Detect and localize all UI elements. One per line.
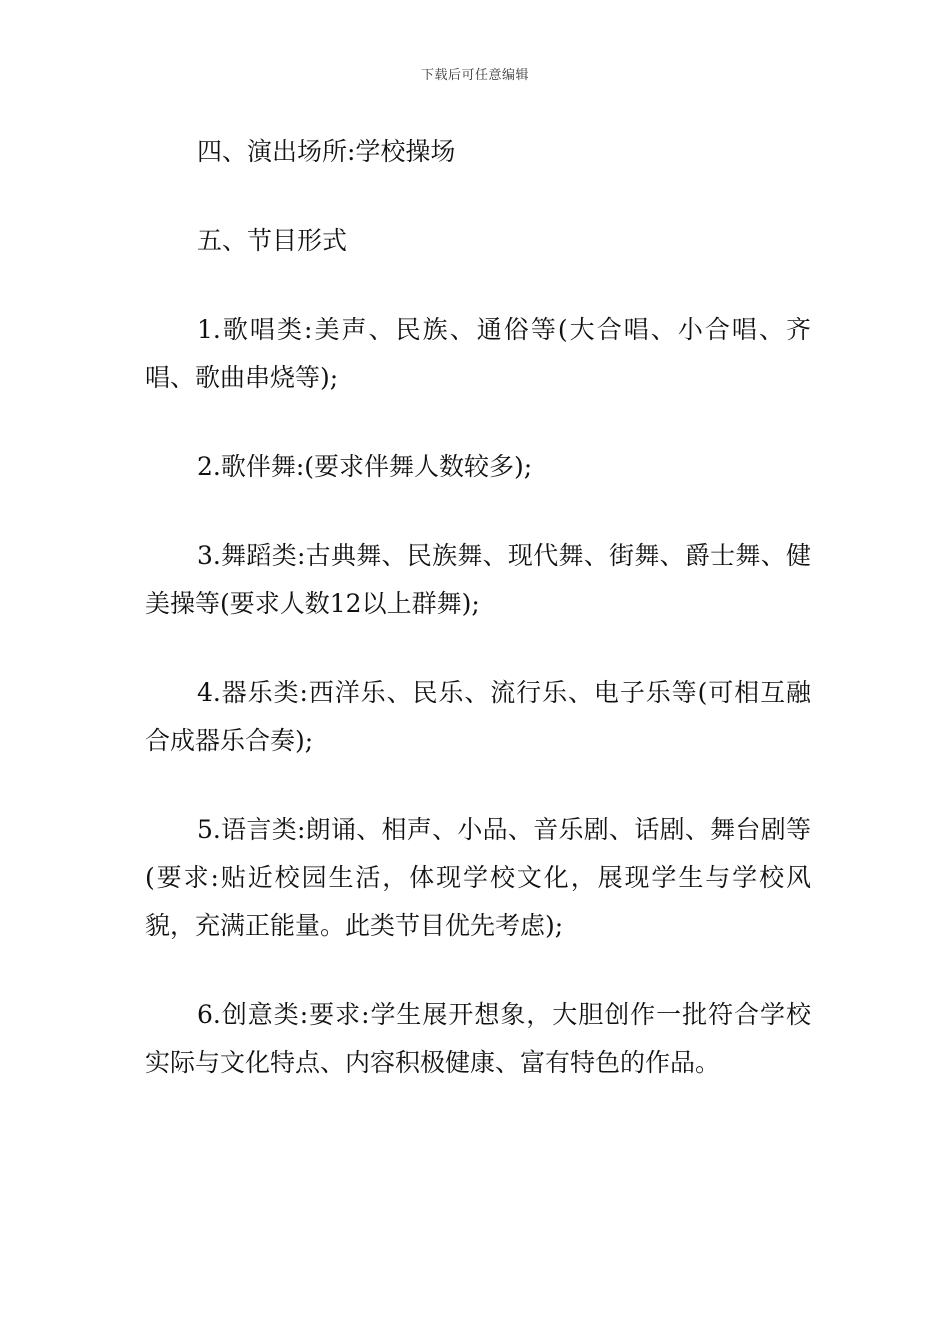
document-body [145,128,811,1128]
item-singing: 1.歌唱类:美声、民族、通俗等(大合唱、小合唱、齐唱、歌曲串烧等); [145,315,811,392]
section-venue: 四、演出场所:学校操场 [197,137,456,166]
item-song-dance: 2.歌伴舞:(要求伴舞人数较多); [197,452,533,481]
page-header: 下载后可任意编辑 [420,68,529,83]
section-program-format: 五、节目形式 [197,226,348,255]
item-instrumental: 4.器乐类:西洋乐、民乐、流行乐、电子乐等(可相互融合成器乐合奏); [145,678,811,755]
item-creative: 6.创意类:要求:学生展开想象，大胆创作一批符合学校实际与文化特点、内容积极健康、富有特色的作品。 [145,1000,811,1077]
item-dance: 3.舞蹈类:古典舞、民族舞、现代舞、街舞、爵士舞、健美操等(要求人数12以上群舞); [145,541,811,618]
item-language: 5.语言类:朗诵、相声、小品、音乐剧、话剧、舞台剧等(要求:贴近校园生活，体现学校文化，展现学生与学校风貌，充满正能量。此类节目优先考虑); [145,815,811,940]
